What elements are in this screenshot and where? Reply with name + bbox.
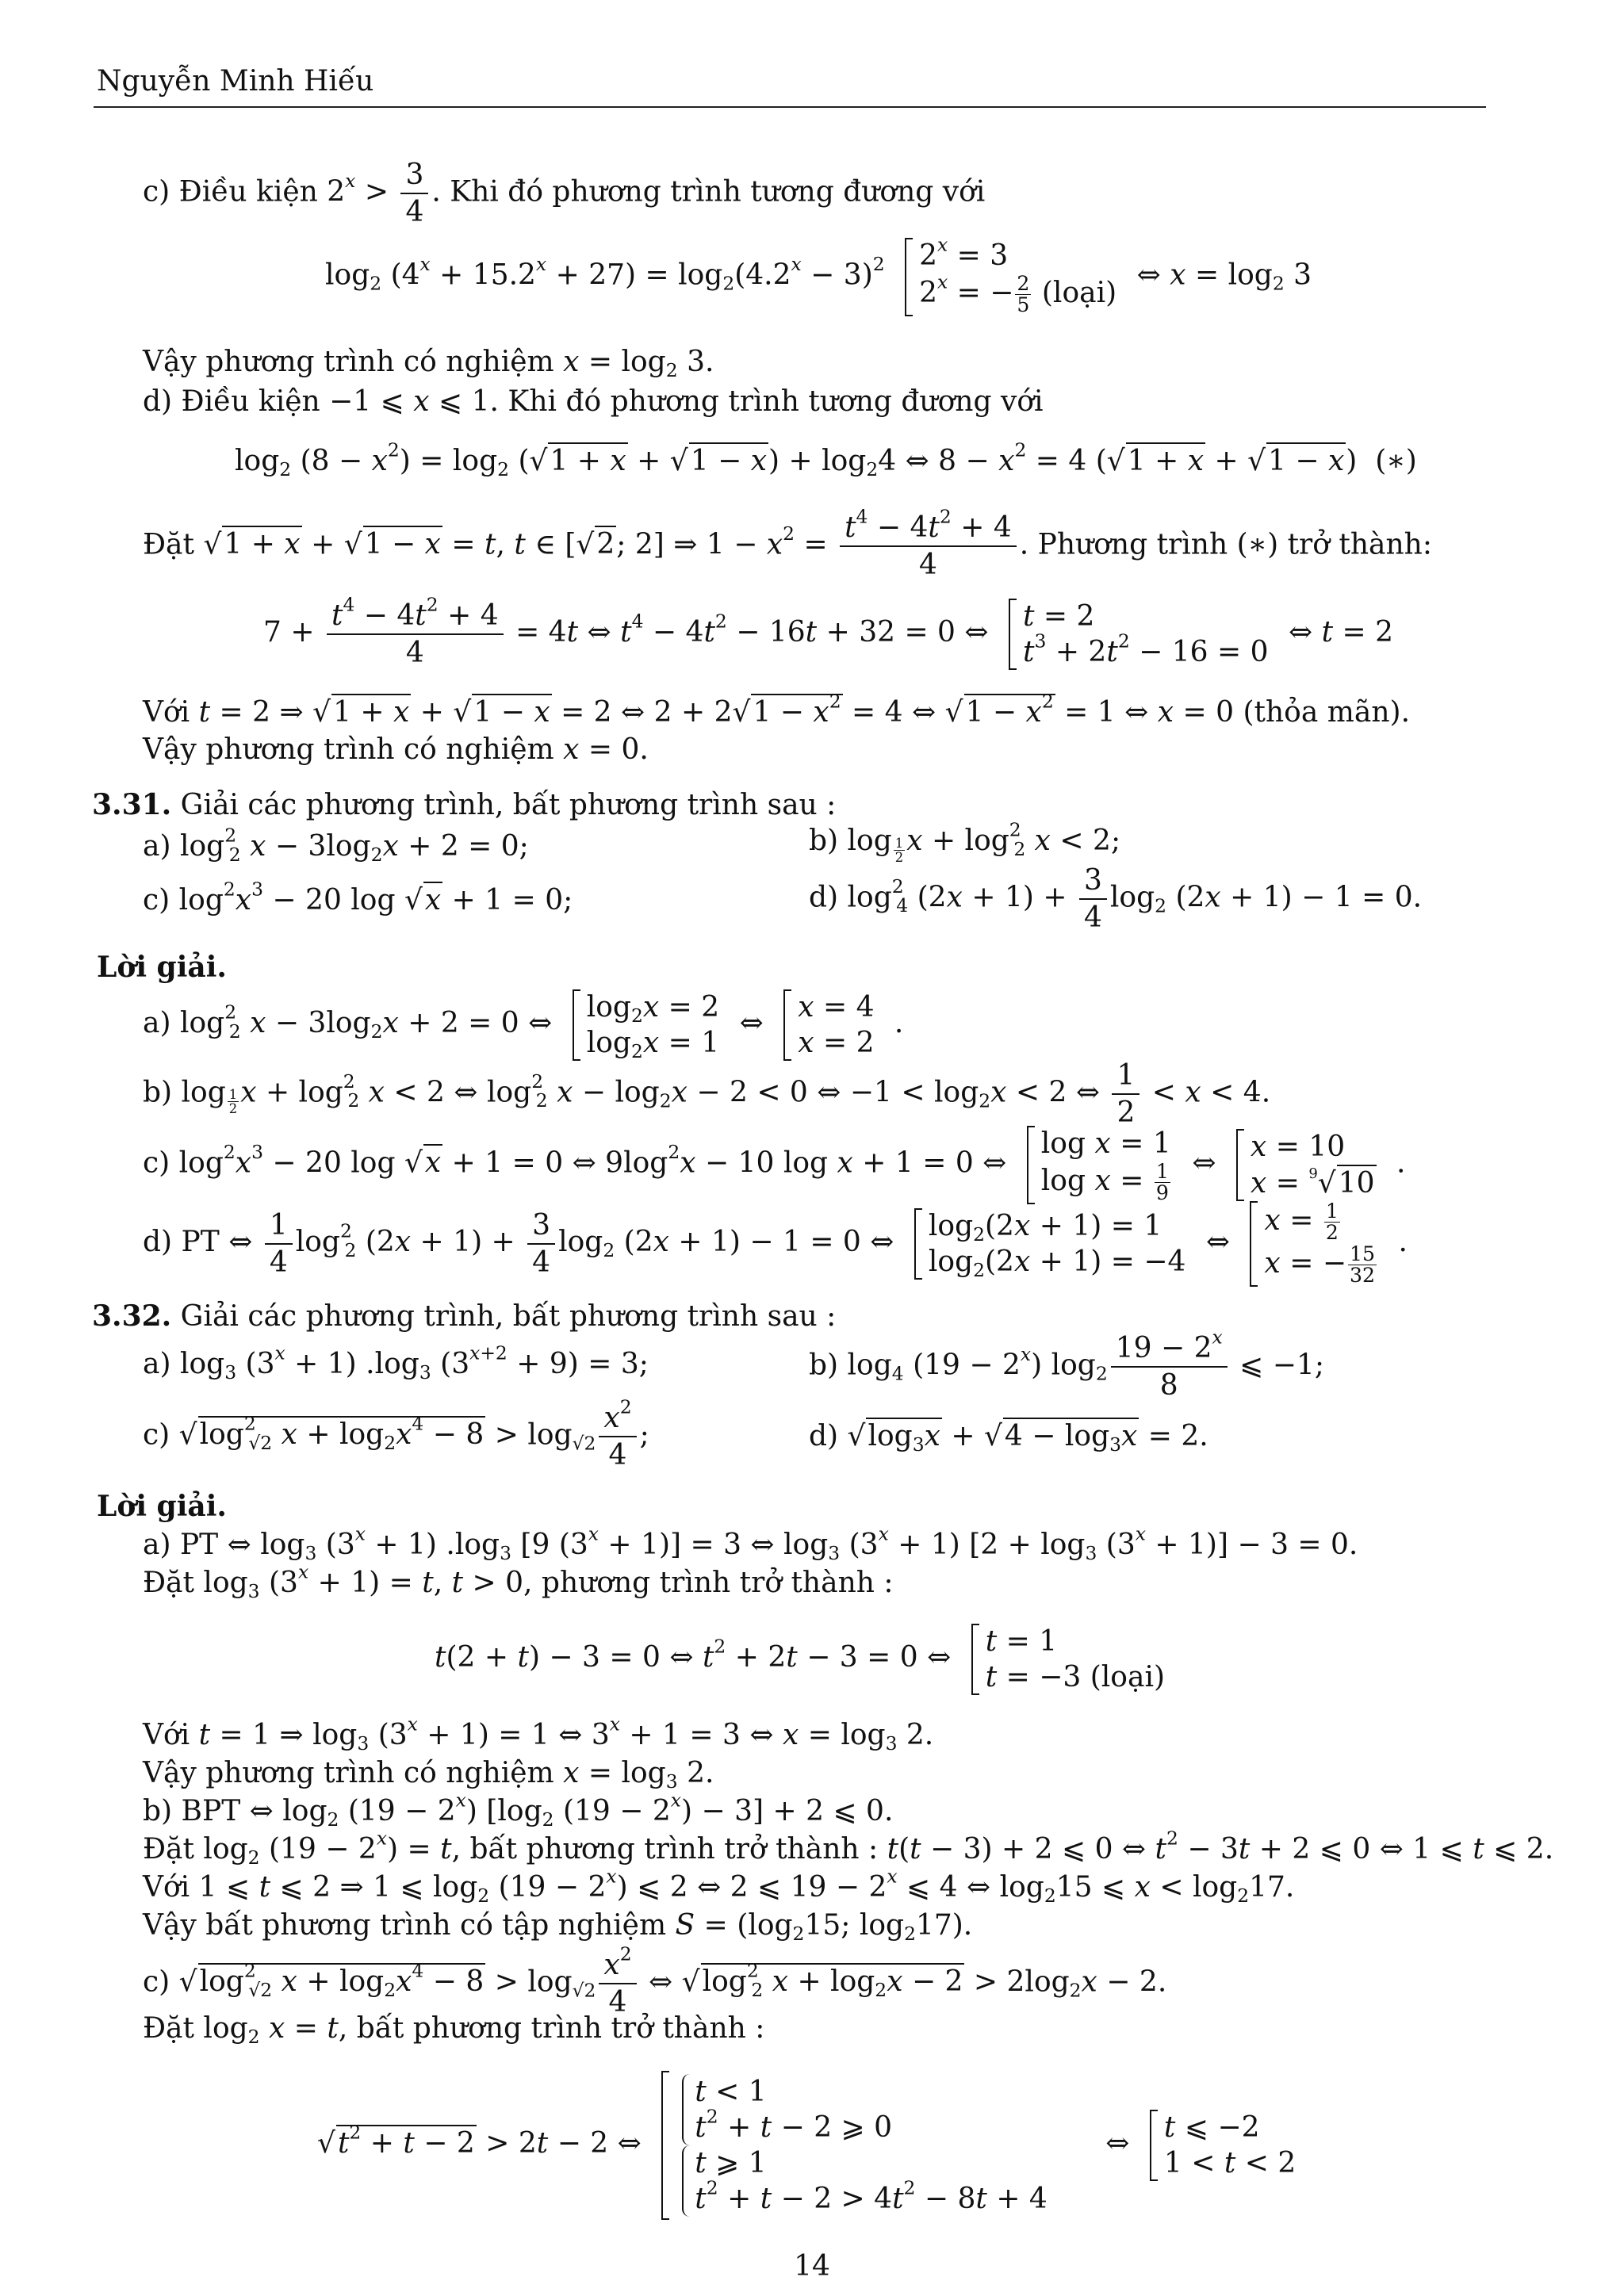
ex332-heading — [92, 1300, 836, 1333]
ex332-conc-a: Vậy phương trình có nghiệm — [143, 1757, 554, 1789]
ex331-d: d) $\log^2_4 (2x + 1)$ + $\frac{3}{4}$ $\log_2 (2x + 1) - 1 = 0$. — [809, 864, 1423, 935]
ex332-prompt: Giải các phương trình, bất phương trình sau : — [180, 1300, 837, 1333]
loai-tag-2: (loại) — [1090, 1661, 1166, 1693]
ex332-d: d) $√\log_3x + √4 - \log_3x = 2$. — [809, 1418, 1208, 1452]
sol-d-substitution: Đặt √1 + x + √1 − x = t, t ∈ [√2; 2] ⇒ $1 - x^2$ = $\frac{t^4 - 4t^2 + 4}{4}$ . Phương trình (∗) trở thành: — [143, 505, 1432, 582]
ex331-sol-d: d) PT ⇔ $\frac{1}{4}$ $\log^2_2 (2x + 1)$ + $\frac{3}{4}$ $\log_2 (2x + 1) - 1 = 0$ ⇔ $\log_2(2x + 1) = 1$ $\log_2(2x + 1) = -4$ ⇔ x = $\frac{1}{2}$ x = − $\frac{15}{32}$ . — [143, 1200, 1408, 1288]
sol-d-condition: d) Điều kiện −1 ⩽ x ⩽ 1. Khi đó phương trình tương đương với — [143, 385, 1044, 418]
sol-d-with-t: Với t = 2 ⇒ √1 + x + √1 − x = 2 ⇔ $2 + 2√1 - x^2 = 4$ ⇔ $√1 - x^2 = 1$ ⇔ x = 0 (thỏa mãn). — [143, 690, 1411, 729]
ex331-a: a) $\log^2_2 x - 3\log_2x + 2 = 0$; — [143, 824, 529, 867]
sol-d-cond-tail: . Khi đó phương trình tương đương với — [489, 385, 1044, 418]
ex332-sol-c2: Đặt $\log_2 x = t$, bất phương trình trở thành : — [143, 2012, 765, 2049]
ex332-dat-b: bất phương trình trở thành : — [469, 1833, 879, 1866]
ex332-dat-c: bất phương trình trở thành : — [356, 2012, 765, 2045]
sol-d-pt-tro-thanh: . Phương trình (∗) trở thành: — [1019, 528, 1432, 561]
ex332-b: b) $\log_4 (19 - 2^x)$ $\log_2$ $\frac{19 - 2^x}{8}$ ⩽ −1; — [809, 1326, 1324, 1402]
sol-d-conc-text: Vậy phương trình có nghiệm — [143, 733, 554, 766]
ex332-sol-b1: b) BPT ⇔ $\log_2 (19 - 2^x)$ [$\log_2$ $(19 - 2^x) - 3] + 2$ ⩽ 0. — [143, 1789, 894, 1831]
ex332-sol-a2: Đặt $\log_3 (3^x + 1) = t$, t > 0, phương trình trở thành : — [143, 1560, 894, 1603]
ex332-dat-a: phương trình trở thành : — [541, 1567, 894, 1599]
ex332-sol-c3: $√t^2 + t - 2 > 2t - 2$ ⇔ t < 1 $t^2 + t - 2$ ⩾ 0 t ⩾ 1 $t^2 + t - 2 > 4t^2 - 8t + 4$ ⇔ t ⩽ −2 1 < t < 2 — [317, 2071, 1307, 2220]
sol-c-cond-tail: . Khi đó phương trình tương đương với — [431, 175, 986, 209]
ex332-sol-b4: Vậy bất phương trình có tập nghiệm $S = (\log_215$; $\log_217$). — [143, 1909, 973, 1946]
ex331-sol-c: c) $\log^2x^3 - 20$ log √x + 1 = 0 ⇔ $9\log^2x - 10$ log x + 1 = 0 ⇔ log x = 1 log x = $\frac{1}{9}$ ⇔ x = 10 x = $^9$√10 . — [143, 1127, 1406, 1205]
ex332-loi-giai: Lời giải. — [97, 1490, 227, 1523]
sol-d-voi: Với — [143, 696, 190, 729]
sol-d-cond-text: d) Điều kiện — [143, 385, 320, 418]
sol-c-cond-text: c) Điều kiện 2 — [143, 175, 346, 209]
ex331-heading — [92, 789, 836, 821]
ex332-sol-a3: t(2 + t) − 3 = 0 ⇔ $t^2 + 2t - 3 = 0$ ⇔ t = 1 t = −3 (loại) — [435, 1625, 1166, 1693]
ex332-sol-a1: a) PT ⇔ $\log_3 (3^x + 1)$ $.\log_3$ [9 $(3^x + 1)] = 3$ ⇔ $\log_3 (3^x + 1) [2 + \log_3 (3^x + 1)] - 3 = 0$. — [143, 1522, 1358, 1565]
ex331-sol-a: a) $\log^2_2 x - 3\log_2x + 2 = 0$ ⇔ $\log_2x = 2$ $\log_2x = 1$ ⇔ x = 4 x = 2 . — [143, 991, 904, 1063]
ex331-b: b) log $_{\frac{1}{2}}$ $x + \log^2_2 x < 2$; — [809, 818, 1121, 866]
sol-d-dat: Đặt — [143, 528, 194, 561]
ex332-sol-a4: Với t = 1 ⇒ $\log_3 (3^x + 1) = 1$ ⇔ $3^x + 1 = 3$ ⇔ $x = \log_3 2$. — [143, 1712, 934, 1755]
ex332-a: a) $\log_3 (3^x + 1)$ $.\log_3$ $(3^{x+2} + 9) = 3$; — [143, 1341, 649, 1384]
ex332-sol-b2: Đặt $\log_2 (19 - 2^x) = t$, bất phương trình trở thành : t(t − 3) + 2 ⩽ 0 ⇔ $t^2 - 3t + 2$ ⩽ 0 ⇔ 1 ⩽ t ⩽ 2. — [143, 1827, 1554, 1869]
ex331-loi-giai: Lời giải. — [97, 951, 227, 984]
ex332-sol-c1: c) $√\log^2_{√2}$ $x + \log_2x^4 - 8 > \log_{√2}$ $\frac{x^2}{4}$ ⇔ $√\log^2_2$ $x + \log_2x - 2 > 2\log_2x - 2$. — [143, 1942, 1167, 2019]
sol-c-condition: c) Điều kiện $2^x$ > $\frac{3}{4}$ . Khi đó phương trình tương đương với — [143, 159, 986, 229]
page-number: 14 — [794, 2250, 830, 2283]
ex332-number: 3.32. — [92, 1299, 172, 1333]
ex331-c: c) $\log^2x^3 - 20$ log √x + 1 = 0; — [143, 878, 573, 916]
sol-d-equation: $\log_2 (8 - x^2) = \log_2 (√1 + x + √1 - x) + \log_24$ ⇔ $8 - x^2 = 4$ (√1 + x + √1 − x) (∗) — [235, 438, 1417, 481]
sol-d-thoa-man: (thỏa mãn). — [1243, 696, 1411, 729]
ex332-conc-b: Vậy bất phương trình có tập nghiệm — [143, 1909, 667, 1942]
ex331-number: 3.31. — [92, 788, 172, 821]
ex331-sol-b: b) log $_{\frac{1}{2}}$ $x + \log^2_2 x < 2$ ⇔ $\log^2_2 x - \log_2x - 2 < 0$ ⇔ $-1 < \log_2x < 2$ ⇔ $\frac{1}{2}$ < x < 4. — [143, 1059, 1271, 1130]
sol-d-quartic: 7 + $\frac{t^4 - 4t^2 + 4}{4}$ = 4t ⇔ $t^4 - 4t^2 - 16t + 32 = 0$ ⇔ t = 2 $t^3 + 2t^2 - 16 = 0$ ⇔ t = 2 — [263, 593, 1394, 669]
ex331-prompt: Giải các phương trình, bất phương trình sau : — [180, 789, 837, 821]
ex332-sol-a5: Vậy phương trình có nghiệm $x = \log_3 2$. — [143, 1757, 714, 1793]
sol-c-equation: $\log_2 (4^x + 15.2^x + 27) = \log_2(4.2^x - 3)^2$ $2^x = 3$ $2^x$ = − $\frac{2}{5}$ (loại) ⇔ $x = \log_2 3$ — [325, 233, 1312, 317]
ex332-sol-b3: Với 1 ⩽ t ⩽ 2 ⇒ 1 ⩽ $\log_2 (19 - 2^x)$ ⩽ 2 ⇔ 2 ⩽ $19 - 2^x$ ⩽ 4 ⇔ $\log_215$ ⩽ $x < \log_217$. — [143, 1865, 1295, 1908]
sol-c-conc-text: Vậy phương trình có nghiệm — [143, 346, 554, 378]
page-header-author: Nguyễn Minh Hiếu — [97, 65, 374, 98]
loai-tag: (loại) — [1041, 276, 1117, 309]
ex332-voi-a: Với — [143, 1719, 190, 1751]
ex332-c: c) $√\log^2_{√2}$ $x + \log_2x^4 - 8 > \log_{√2}$ $\frac{x^2}{4}$ ; — [143, 1395, 649, 1472]
header-rule — [94, 106, 1486, 108]
sol-c-conclusion: Vậy phương trình có nghiệm $x = \log_2 3$. — [143, 346, 714, 382]
sol-d-conclusion: Vậy phương trình có nghiệm x = 0. — [143, 733, 649, 766]
